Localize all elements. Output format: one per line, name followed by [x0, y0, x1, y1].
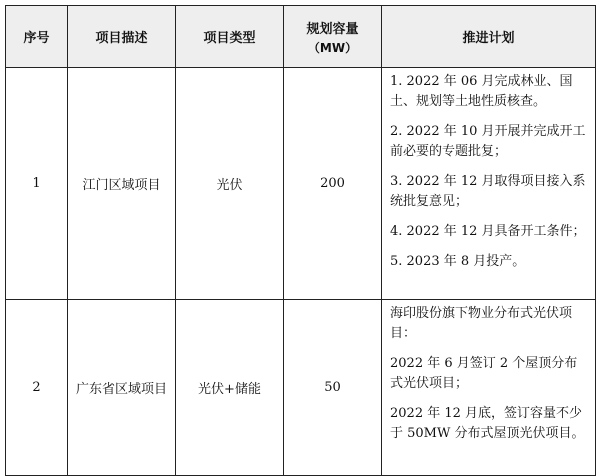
header-capacity-label: 规划容量 — [306, 21, 359, 37]
cell-no: 2 — [6, 300, 68, 476]
project-plan-table — [5, 5, 596, 476]
cell-capacity: 50 — [284, 300, 382, 476]
header-capacity — [284, 6, 382, 68]
header-capacity-unit: （MW） — [307, 40, 358, 55]
cell-desc: 江门区域项目 — [68, 68, 176, 300]
cell-plan — [382, 68, 596, 300]
table-row — [6, 68, 596, 300]
header-desc: 项目描述 — [68, 6, 176, 68]
cell-desc: 广东省区域项目 — [68, 300, 176, 476]
plan-item: 2022 年 6 月签订 2 个屋顶分布式光伏项目； — [390, 356, 578, 391]
plan-item: 2022 年 12 月底，签订容量不少于 50MW 分布式屋顶光伏项目。 — [390, 406, 585, 441]
cell-plan — [382, 300, 596, 476]
table-row — [6, 300, 596, 476]
header-no: 序号 — [6, 6, 68, 68]
header-row — [6, 6, 596, 68]
cell-type: 光伏 — [176, 68, 284, 300]
plan-item: 海印股份旗下物业分布式光伏项目： — [390, 306, 573, 341]
plan-item: 5. 2023 年 8 月投产。 — [390, 254, 526, 269]
plan-item: 4. 2022 年 12 月具备开工条件； — [390, 224, 586, 239]
header-plan: 推进计划 — [382, 6, 596, 68]
cell-no: 1 — [6, 68, 68, 300]
header-type: 项目类型 — [176, 6, 284, 68]
cell-capacity: 200 — [284, 68, 382, 300]
plan-item: 3. 2022 年 12 月取得项目接入系统批复意见； — [390, 174, 586, 209]
plan-item: 1. 2022 年 06 月完成林业、国土、规划等土地性质核查。 — [390, 74, 573, 109]
plan-item: 2. 2022 年 10 月开展并完成开工前必要的专题批复； — [390, 124, 586, 159]
cell-type: 光伏+储能 — [176, 300, 284, 476]
